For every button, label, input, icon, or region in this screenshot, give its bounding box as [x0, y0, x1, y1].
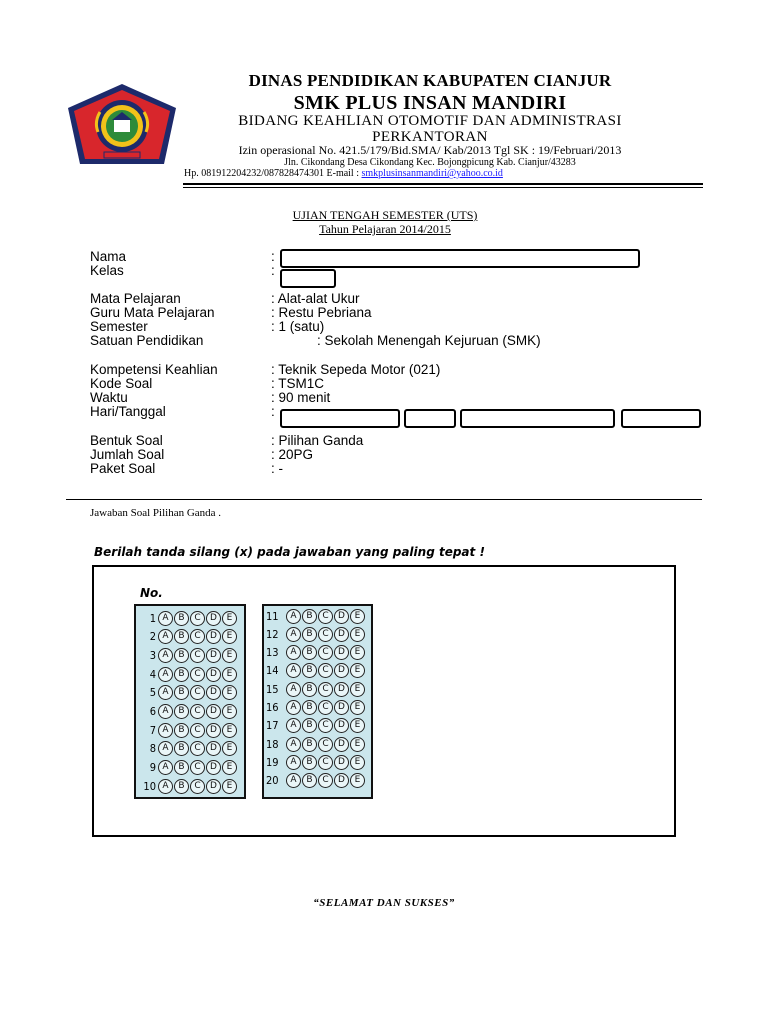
- option-bubble[interactable]: A: [158, 667, 173, 682]
- section-divider: [66, 499, 702, 500]
- hari-field[interactable]: [280, 409, 400, 428]
- option-bubble[interactable]: D: [206, 648, 221, 663]
- option-bubble[interactable]: C: [190, 667, 205, 682]
- header-contact: [184, 168, 503, 179]
- answer-row: [264, 625, 366, 643]
- option-bubble[interactable]: E: [350, 645, 365, 660]
- question-number: 20: [266, 774, 279, 788]
- tahun-field[interactable]: [621, 409, 701, 428]
- option-bubble[interactable]: B: [302, 609, 317, 624]
- number-header: No.: [140, 586, 163, 600]
- option-bubble[interactable]: D: [334, 663, 349, 678]
- question-number: 9: [149, 761, 156, 775]
- option-bubble[interactable]: B: [174, 667, 189, 682]
- option-bubble[interactable]: E: [222, 704, 237, 719]
- answer-intro: Jawaban Soal Pilihan Ganda .: [90, 507, 222, 519]
- option-bubble[interactable]: B: [302, 663, 317, 678]
- question-number: 12: [266, 627, 279, 641]
- question-number: 1: [149, 611, 156, 625]
- option-bubble[interactable]: B: [302, 755, 317, 770]
- option-bubble[interactable]: D: [206, 667, 221, 682]
- answer-row: [134, 740, 238, 758]
- option-bubble[interactable]: B: [302, 700, 317, 715]
- header-address: Jln. Cikondang Desa Cikondang Kec. Bojongpicung Kab. Cianjur/43283: [284, 157, 576, 168]
- answer-row: [264, 644, 366, 662]
- paket-label: Paket Soal: [90, 461, 156, 476]
- answer-row: [264, 699, 366, 717]
- paket-value: : -: [271, 461, 283, 476]
- option-bubble[interactable]: C: [190, 685, 205, 700]
- semester-label: Semester: [90, 319, 148, 334]
- option-bubble[interactable]: C: [190, 611, 205, 626]
- option-bubble[interactable]: B: [174, 723, 189, 738]
- option-bubble[interactable]: A: [158, 760, 173, 775]
- option-bubble[interactable]: B: [302, 737, 317, 752]
- option-bubble[interactable]: D: [334, 755, 349, 770]
- answer-row: [134, 721, 238, 739]
- question-number: 16: [266, 701, 279, 714]
- option-bubble[interactable]: B: [302, 718, 317, 733]
- header-permit: Izin operasional No. 421.5/179/Bid.SMA/ Kab/2013 Tgl SK : 19/Februari/2013: [238, 143, 622, 157]
- answer-row: [134, 777, 238, 795]
- option-bubble[interactable]: A: [286, 627, 301, 642]
- answer-row: [134, 609, 238, 627]
- question-number: 19: [266, 755, 279, 769]
- option-bubble[interactable]: D: [206, 611, 221, 626]
- mapel-value: : Alat-alat Ukur: [271, 291, 360, 306]
- question-number: 14: [266, 664, 279, 678]
- question-number: 18: [266, 737, 279, 751]
- option-bubble[interactable]: C: [318, 609, 333, 624]
- header-divider: [183, 183, 703, 185]
- question-number: 13: [266, 646, 279, 660]
- option-bubble[interactable]: E: [222, 648, 237, 663]
- option-bubble[interactable]: A: [158, 704, 173, 719]
- kelas-label: Kelas: [90, 263, 124, 278]
- option-bubble[interactable]: E: [222, 741, 237, 756]
- option-bubble[interactable]: C: [190, 629, 205, 644]
- option-bubble[interactable]: C: [318, 737, 333, 752]
- option-bubble[interactable]: C: [318, 682, 333, 697]
- answer-row: [134, 646, 238, 664]
- option-bubble[interactable]: C: [318, 773, 333, 788]
- option-bubble[interactable]: C: [318, 627, 333, 642]
- kompetensi-label: Kompetensi Keahlian: [90, 362, 218, 377]
- satuan-label: Satuan Pendidikan: [90, 333, 204, 348]
- option-bubble[interactable]: C: [190, 723, 205, 738]
- header-field: BIDANG KEAHLIAN OTOMOTIF DAN ADMINISTRASI PERKANTORAN: [238, 113, 622, 145]
- closing-message: “SELAMAT DAN SUKSES”: [313, 897, 455, 909]
- option-bubble[interactable]: E: [350, 700, 365, 715]
- option-bubble[interactable]: D: [334, 627, 349, 642]
- option-bubble[interactable]: E: [350, 663, 365, 678]
- option-bubble[interactable]: E: [222, 611, 237, 626]
- waktu-label: Waktu: [90, 390, 128, 405]
- option-bubble[interactable]: A: [158, 779, 173, 794]
- mapel-label: Mata Pelajaran: [90, 291, 181, 306]
- option-bubble[interactable]: A: [286, 700, 301, 715]
- answer-instruction: Berilah tanda silang (x) pada jawaban yang paling tepat !: [94, 545, 485, 559]
- option-bubble[interactable]: B: [302, 682, 317, 697]
- option-bubble[interactable]: C: [190, 741, 205, 756]
- hari-label: Hari/Tanggal: [90, 404, 166, 419]
- guru-value: : Restu Pebriana: [271, 305, 372, 320]
- nama-colon: :: [271, 249, 275, 264]
- answer-row: [134, 684, 238, 702]
- question-number: 3: [149, 648, 156, 662]
- option-bubble[interactable]: B: [174, 704, 189, 719]
- option-bubble[interactable]: C: [190, 704, 205, 719]
- option-bubble[interactable]: B: [174, 779, 189, 794]
- kompetensi-value: : Teknik Sepeda Motor (021): [271, 362, 441, 377]
- option-bubble[interactable]: C: [190, 648, 205, 663]
- school-emblem-icon: [64, 82, 180, 166]
- option-bubble[interactable]: A: [158, 611, 173, 626]
- exam-title: UJIAN TENGAH SEMESTER (UTS): [292, 208, 478, 222]
- question-number: 11: [266, 609, 279, 623]
- option-bubble[interactable]: A: [286, 645, 301, 660]
- hari-colon: :: [271, 404, 275, 419]
- header-phone: Hp. 081912204232/087828474301 E-mail :: [184, 168, 362, 179]
- option-bubble[interactable]: D: [206, 741, 221, 756]
- option-bubble[interactable]: B: [302, 645, 317, 660]
- option-bubble[interactable]: A: [286, 663, 301, 678]
- header-agency: DINAS PENDIDIKAN KABUPATEN CIANJUR: [248, 71, 612, 90]
- answer-row: [134, 628, 238, 646]
- option-bubble[interactable]: B: [174, 629, 189, 644]
- option-bubble[interactable]: E: [222, 667, 237, 682]
- option-bubble[interactable]: E: [222, 779, 237, 794]
- question-number: 8: [149, 742, 156, 756]
- option-bubble[interactable]: D: [334, 682, 349, 697]
- bulan-field[interactable]: [460, 409, 615, 428]
- nama-label: Nama: [90, 249, 127, 264]
- jumlah-value: : 20PG: [271, 447, 314, 462]
- question-number: 15: [266, 682, 279, 696]
- option-bubble[interactable]: D: [334, 700, 349, 715]
- option-bubble[interactable]: C: [318, 700, 333, 715]
- answer-row: [264, 753, 366, 771]
- option-bubble[interactable]: E: [222, 629, 237, 644]
- answer-row: [134, 759, 238, 777]
- question-number: 5: [149, 686, 156, 700]
- option-bubble[interactable]: E: [350, 609, 365, 624]
- email-link[interactable]: smkplusinsanmandiri@yahoo.co.id: [361, 168, 503, 179]
- nama-field[interactable]: [280, 249, 640, 268]
- option-bubble[interactable]: C: [318, 755, 333, 770]
- option-bubble[interactable]: E: [350, 755, 365, 770]
- option-bubble[interactable]: B: [174, 611, 189, 626]
- option-bubble[interactable]: B: [174, 741, 189, 756]
- option-bubble[interactable]: E: [222, 723, 237, 738]
- option-bubble[interactable]: C: [318, 663, 333, 678]
- question-number: 10: [143, 779, 156, 793]
- option-bubble[interactable]: A: [286, 755, 301, 770]
- option-bubble[interactable]: A: [286, 773, 301, 788]
- bentuk-value: : Pilihan Ganda: [271, 433, 364, 448]
- waktu-value: : 90 menit: [271, 390, 331, 405]
- option-bubble[interactable]: D: [206, 629, 221, 644]
- option-bubble[interactable]: A: [158, 648, 173, 663]
- answer-row: [264, 662, 366, 680]
- option-bubble[interactable]: D: [334, 718, 349, 733]
- option-bubble[interactable]: B: [174, 648, 189, 663]
- option-bubble[interactable]: A: [158, 629, 173, 644]
- option-bubble[interactable]: C: [190, 760, 205, 775]
- question-number: 7: [149, 723, 156, 737]
- semester-value: : 1 (satu): [271, 319, 325, 334]
- option-bubble[interactable]: B: [302, 773, 317, 788]
- option-bubble[interactable]: D: [334, 737, 349, 752]
- question-number: 6: [149, 705, 156, 718]
- answer-row: [264, 607, 366, 625]
- kelas-field[interactable]: [280, 269, 336, 288]
- option-bubble[interactable]: E: [350, 627, 365, 642]
- academic-year: Tahun Pelajaran 2014/2015: [319, 222, 451, 236]
- header-school-name: SMK PLUS INSAN MANDIRI: [293, 92, 567, 114]
- option-bubble[interactable]: D: [206, 760, 221, 775]
- option-bubble[interactable]: B: [302, 627, 317, 642]
- option-bubble[interactable]: E: [350, 718, 365, 733]
- answer-row: [264, 717, 366, 735]
- answer-row: [264, 735, 366, 753]
- option-bubble[interactable]: E: [350, 682, 365, 697]
- answer-row: [134, 703, 238, 721]
- option-bubble[interactable]: D: [334, 773, 349, 788]
- kode-value: : TSM1C: [271, 376, 325, 391]
- option-bubble[interactable]: B: [174, 760, 189, 775]
- jumlah-label: Jumlah Soal: [90, 447, 165, 462]
- option-bubble[interactable]: A: [286, 718, 301, 733]
- option-bubble[interactable]: D: [206, 685, 221, 700]
- header-divider-thin: [183, 187, 703, 188]
- bentuk-label: Bentuk Soal: [90, 433, 163, 448]
- answer-row: [264, 772, 366, 790]
- answer-row: [134, 665, 238, 683]
- option-bubble[interactable]: D: [206, 704, 221, 719]
- option-bubble[interactable]: D: [206, 723, 221, 738]
- option-bubble[interactable]: A: [286, 682, 301, 697]
- option-bubble[interactable]: E: [350, 773, 365, 788]
- option-bubble[interactable]: D: [334, 609, 349, 624]
- answer-row: [264, 680, 366, 698]
- question-number: 4: [149, 667, 156, 681]
- option-bubble[interactable]: E: [222, 685, 237, 700]
- question-number: 2: [149, 630, 156, 644]
- option-bubble[interactable]: C: [190, 779, 205, 794]
- option-bubble[interactable]: A: [158, 685, 173, 700]
- option-bubble[interactable]: B: [174, 685, 189, 700]
- kode-label: Kode Soal: [90, 376, 153, 391]
- tanggal-field[interactable]: [404, 409, 456, 428]
- guru-label: Guru Mata Pelajaran: [90, 305, 215, 320]
- option-bubble[interactable]: A: [158, 723, 173, 738]
- question-number: 17: [266, 719, 279, 733]
- option-bubble[interactable]: A: [286, 737, 301, 752]
- option-bubble[interactable]: D: [334, 645, 349, 660]
- kelas-colon: :: [271, 263, 275, 278]
- option-bubble[interactable]: E: [222, 760, 237, 775]
- option-bubble[interactable]: D: [206, 779, 221, 794]
- option-bubble[interactable]: E: [350, 737, 365, 752]
- option-bubble[interactable]: A: [286, 609, 301, 624]
- option-bubble[interactable]: C: [318, 718, 333, 733]
- option-bubble[interactable]: A: [158, 741, 173, 756]
- satuan-value: : Sekolah Menengah Kejuruan (SMK): [317, 333, 541, 348]
- option-bubble[interactable]: C: [318, 645, 333, 660]
